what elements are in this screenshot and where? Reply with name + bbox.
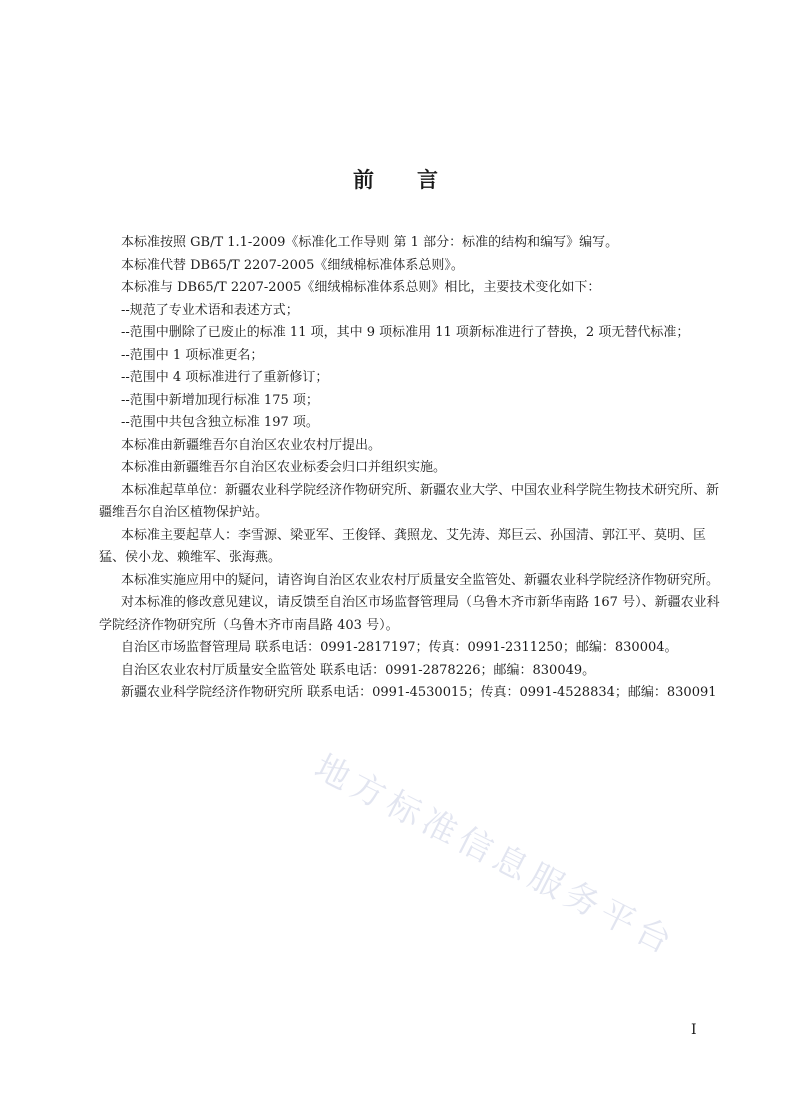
page-title [0, 164, 792, 194]
contact-line: 自治区市场监督管理局 联系电话：0991-2817197；传真：0991-2311250；邮编：830004。 [121, 640, 678, 655]
list-item: --范围中删除了已废止的标准 11 项，其中 9 项标准用 11 项新标准进行了替换，2 项无替代标准； [121, 325, 690, 340]
paragraph: 本标准与 DB65/T 2207-2005《细绒棉标准体系总则》相比，主要技术变化如下： [121, 280, 601, 295]
paragraph: 本标准代替 DB65/T 2207-2005《细绒棉标准体系总则》。 [121, 257, 464, 273]
list-item: --范围中新增加现行标准 175 项； [121, 392, 319, 408]
paragraph: 本标准按照 GB/T 1.1-2009《标准化工作导则 第 1 部分：标准的结构和编写》编写。 [121, 235, 619, 250]
page-number: I [691, 1022, 697, 1038]
paragraph: 本标准由新疆维吾尔自治区农业标委会归口并组织实施。 [121, 460, 447, 475]
list-item: --范围中共包含独立标准 197 项。 [121, 415, 319, 430]
paragraph: 本标准由新疆维吾尔自治区农业农村厅提出。 [121, 437, 382, 453]
contact-line: 新疆农业科学院经济作物研究所 联系电话：0991-4530015；传真：0991-4528834；邮编：830091 [121, 685, 717, 700]
list-item: --规范了专业术语和表述方式； [121, 302, 299, 318]
contact-line: 自治区农业农村厅质量安全监管处 联系电话：0991-2878226；邮编：830049。 [121, 662, 596, 678]
title-char-1: 前 [353, 168, 375, 192]
paragraph: 本标准起草单位：新疆农业科学院经济作物研究所、新疆农业大学、中国农业科学院生物技术研究所、新疆维吾尔自治区植物保护站。 [99, 482, 720, 520]
paragraph: 本标准实施应用中的疑问，请咨询自治区农业农村厅质量安全监管处、新疆农业科学院经济作物研究所。 [121, 572, 720, 588]
list-item: --范围中 4 项标准进行了重新修订； [121, 370, 329, 385]
title-char-2: 言 [417, 168, 439, 192]
paragraph: 本标准主要起草人：李雪源、梁亚军、王俊铎、龚照龙、艾先涛、郑巨云、孙国清、郭江平、莫明、匡猛、侯小龙、赖维军、张海燕。 [99, 527, 707, 565]
foreword-body [99, 232, 721, 705]
watermark: 地方标准信息服务平台 [308, 747, 683, 965]
paragraph: 对本标准的修改意见建议，请反馈至自治区市场监督管理局（乌鲁木齐市新华南路 167 号）、新疆农业科学院经济作物研究所（乌鲁木齐市南昌路 403 号）。 [99, 595, 720, 633]
list-item: --范围中 1 项标准更名； [121, 347, 264, 363]
